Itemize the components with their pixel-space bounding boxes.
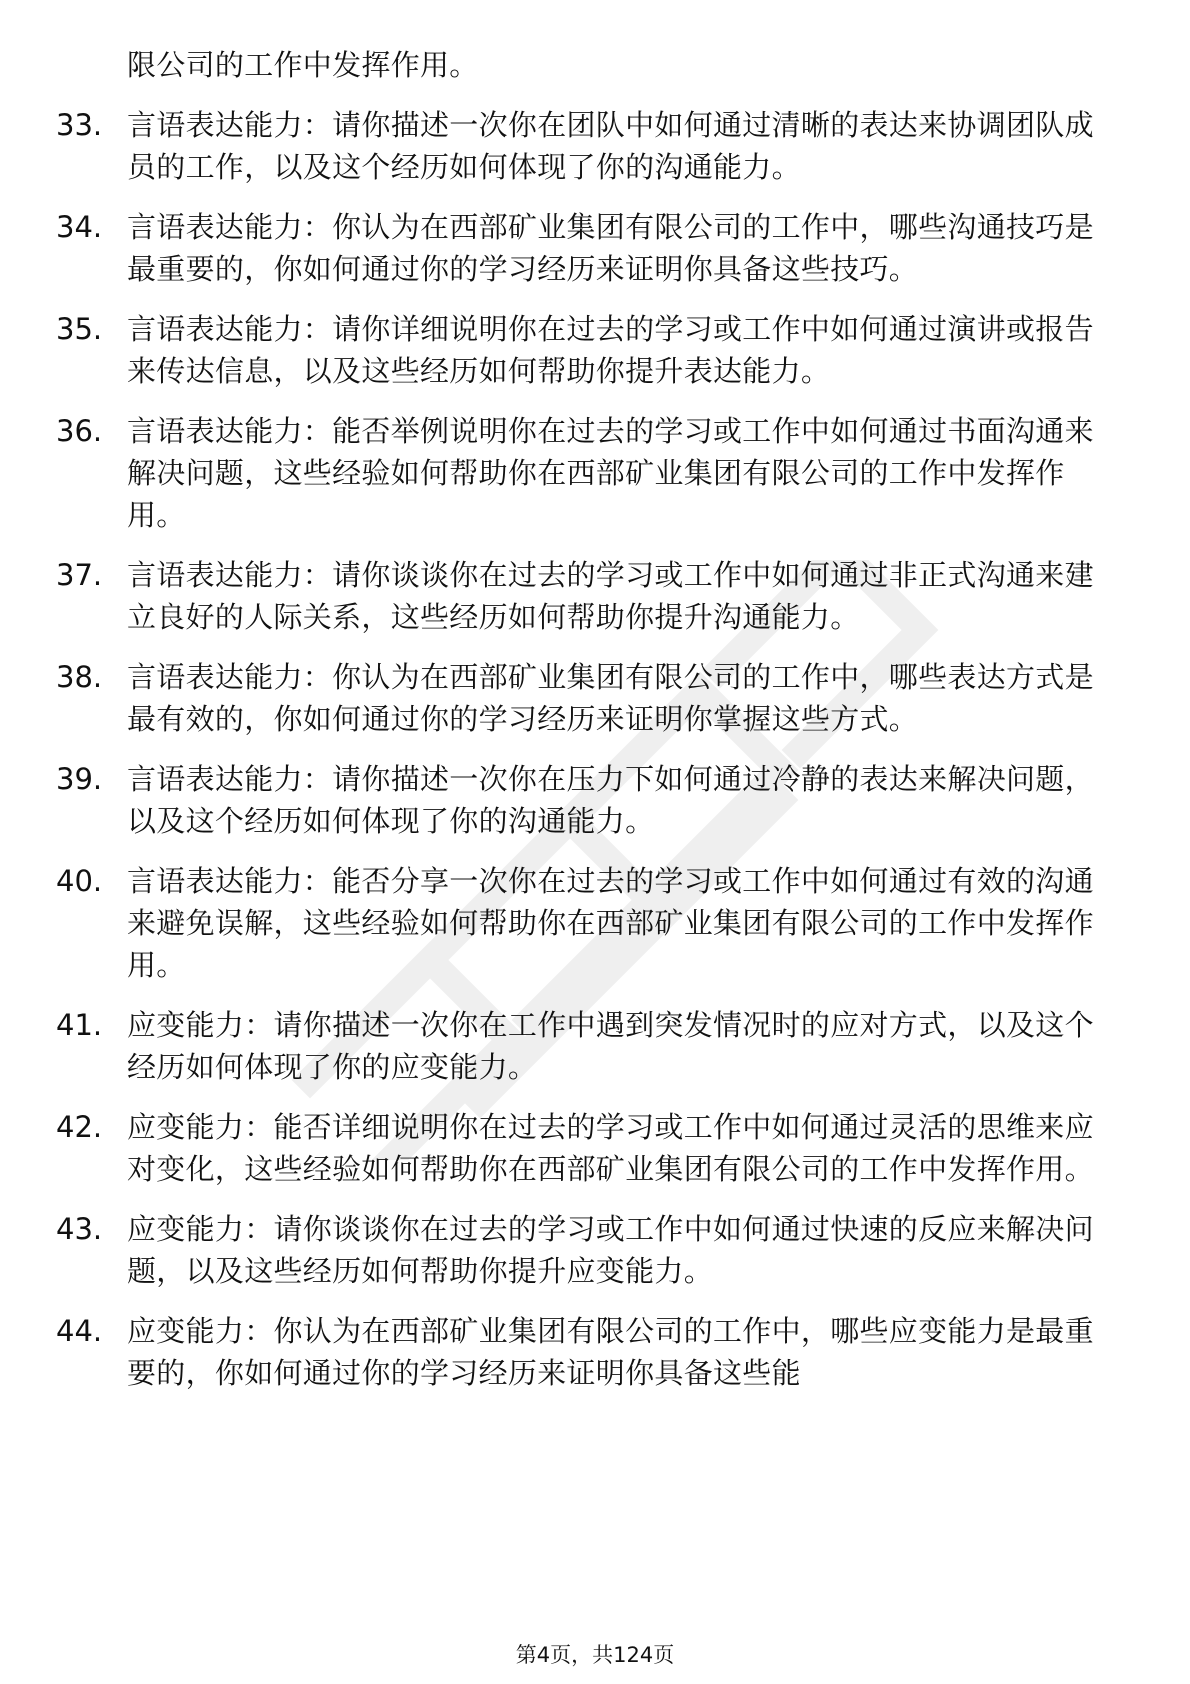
item-text: 言语表达能力：请你谈谈你在过去的学习或工作中如何通过非正式沟通来建立良好的人际关系，这些经历如何帮助你提升沟通能力。 xyxy=(127,558,1094,634)
list-item xyxy=(0,410,1190,536)
item-text: 言语表达能力：你认为在西部矿业集团有限公司的工作中，哪些表达方式是最有效的，你如何通过你的学习经历来证明你掌握这些方式。 xyxy=(127,660,1094,736)
item-text: 言语表达能力：请你描述一次你在压力下如何通过冷静的表达来解决问题，以及这个经历如何体现了你的沟通能力。 xyxy=(127,762,1094,838)
item-text: 应变能力：请你谈谈你在过去的学习或工作中如何通过快速的反应来解决问题，以及这些经历如何帮助你提升应变能力。 xyxy=(127,1212,1094,1288)
item-number: 44. xyxy=(56,1314,103,1348)
item-number: 38. xyxy=(56,660,103,694)
list-item xyxy=(0,104,1190,188)
list-item xyxy=(0,1004,1190,1088)
list-item xyxy=(0,656,1190,740)
item-text: 言语表达能力：能否举例说明你在过去的学习或工作中如何通过书面沟通来解决问题，这些经验如何帮助你在西部矿业集团有限公司的工作中发挥作用。 xyxy=(127,414,1094,532)
item-number: 41. xyxy=(56,1008,103,1042)
item-number: 36. xyxy=(56,414,103,448)
list-item xyxy=(0,1310,1190,1394)
question-list xyxy=(0,44,1190,1412)
continuation-text: 限公司的工作中发挥作用。 xyxy=(127,48,479,82)
item-number: 43. xyxy=(56,1212,103,1246)
list-item xyxy=(0,758,1190,842)
item-text: 应变能力：请你描述一次你在工作中遇到突发情况时的应对方式，以及这个经历如何体现了你的应变能力。 xyxy=(127,1008,1094,1084)
item-number: 37. xyxy=(56,558,103,592)
item-text: 言语表达能力：请你详细说明你在过去的学习或工作中如何通过演讲或报告来传达信息，以及这些经历如何帮助你提升表达能力。 xyxy=(127,312,1094,388)
list-item xyxy=(0,554,1190,638)
list-item xyxy=(0,1208,1190,1292)
item-number: 42. xyxy=(56,1110,103,1144)
page-footer: 第4页，共124页 xyxy=(515,1643,675,1667)
item-number: 35. xyxy=(56,312,103,346)
list-item-continuation xyxy=(0,44,1190,86)
list-item xyxy=(0,860,1190,986)
item-text: 应变能力：你认为在西部矿业集团有限公司的工作中，哪些应变能力是最重要的，你如何通过你的学习经历来证明你具备这些能 xyxy=(127,1314,1094,1390)
item-number: 34. xyxy=(56,210,103,244)
item-number: 40. xyxy=(56,864,103,898)
item-number: 39. xyxy=(56,762,103,796)
item-text: 言语表达能力：你认为在西部矿业集团有限公司的工作中，哪些沟通技巧是最重要的，你如何通过你的学习经历来证明你具备这些技巧。 xyxy=(127,210,1094,286)
item-text: 应变能力：能否详细说明你在过去的学习或工作中如何通过灵活的思维来应对变化，这些经验如何帮助你在西部矿业集团有限公司的工作中发挥作用。 xyxy=(127,1110,1094,1186)
list-item xyxy=(0,308,1190,392)
list-item xyxy=(0,1106,1190,1190)
list-item xyxy=(0,206,1190,290)
item-number: 33. xyxy=(56,108,103,142)
item-text: 言语表达能力：请你描述一次你在团队中如何通过清晰的表达来协调团队成员的工作，以及这个经历如何体现了你的沟通能力。 xyxy=(127,108,1094,184)
item-text: 言语表达能力：能否分享一次你在过去的学习或工作中如何通过有效的沟通来避免误解，这些经验如何帮助你在西部矿业集团有限公司的工作中发挥作用。 xyxy=(127,864,1094,982)
